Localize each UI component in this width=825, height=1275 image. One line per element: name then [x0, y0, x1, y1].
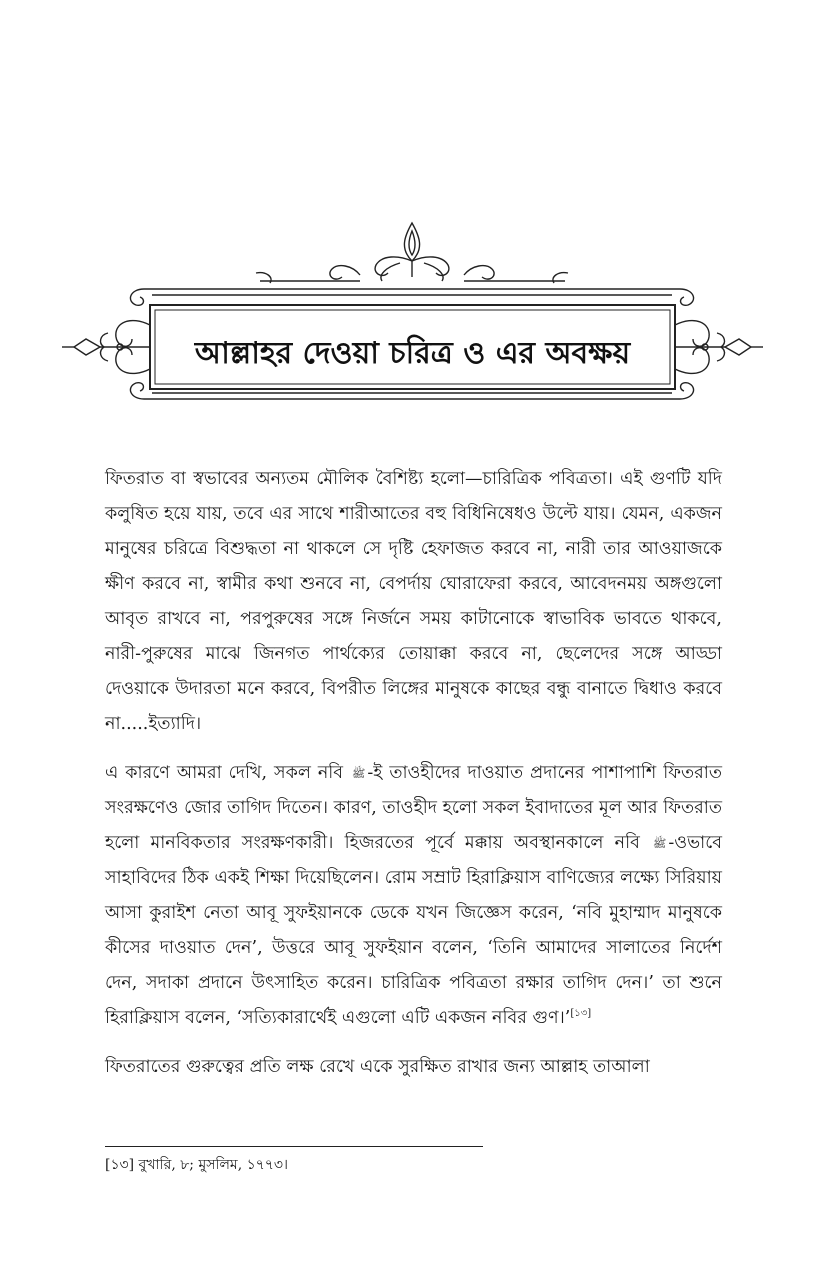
footnote: [১৩] বুখারি, ৮; মুসলিম, ১৭৭৩। — [105, 1157, 288, 1173]
paragraph-1: ফিতরাত বা স্বভাবের অন্যতম মৌলিক বৈশিষ্ট্য হলো—চারিত্রিক পবিত্রতা। এই গুণটি যদি কলুষিত হয়ে যায়, তবে এর সাথে শারীআতের বহু বিধিনিষেধও উল্টে যায়। যেমন, একজন মানুষের চরিত্রে বিশুদ্ধতা না থাকলে সে দৃষ্টি হেফাজত করবে না, নারী তার আওয়াজকে ক্ষীণ করবে না, স্বামীর কথা শুনবে না, বেপর্দায় ঘোরাফেরা করবে, আবেদনময় অঙ্গগুলো আবৃত রাখবে না, পরপুরুষের সঙ্গে নির্জনে সময় কাটানোকে স্বাভাবিক ভাবতে থাকবে, নারী-পুরুষের মাঝে জিনগত পার্থক্যের তোয়াক্কা করবে না, ছেলেদের সঙ্গে আড্ডা দেওয়াকে উদারতা মনে করবে, বিপরীত লিঙ্গের মানুষকে কাছের বন্ধু বানাতে দ্বিধাও করবে না.....ইত্যাদি। — [105, 469, 722, 734]
footnote-divider — [105, 1146, 483, 1147]
paragraph-2-part-b: -ই তাওহীদের দাওয়াত প্রদানের পাশাপাশি ফিতরাত সংরক্ষণেও জোর তাগিদ দিতেন। কারণ, তাওহীদ হলো সকল ইবাদাতের মূল আর ফিতরাত হলো মানবিকতার সংরক্ষণকারী। হিজরতের পূর্বে মক্কায় অবস্থানকালে নবি — [105, 763, 722, 853]
chapter-title: আল্লাহর দেওয়া চরিত্র ও এর অবক্ষয় — [194, 335, 631, 371]
paragraph-3: ফিতরাতের গুরুত্বের প্রতি লক্ষ রেখে একে সুরক্ষিত রাখার জন্য আল্লাহ তাআলা — [105, 1057, 650, 1077]
salutation-icon: ﷺ — [352, 767, 366, 780]
paragraph-2-part-c: -ওভাবে সাহাবিদের ঠিক একই শিক্ষা দিয়েছিলেন। রোম সম্রাট হিরাক্লিয়াস বাণিজ্যের লক্ষ্যে সিরিয়ায় আসা কুরাইশ নেতা আবূ সুফইয়ানকে ডেকে যখন জিজ্ঞেস করেন, ‘নবি মুহাম্মাদ মানুষকে কীসের দাওয়াত দেন’, উত্তরে আবূ সুফইয়ান বলেন, ‘তিনি আমাদের সালাতের নির্দেশ দেন, সদাকা প্রদানে উৎসাহিত করেন। চারিত্রিক পবিত্রতা রক্ষার তাগিদ দেন।’ তা শুনে হিরাক্লিয়াস বলেন, ‘সত্যিকারার্থেই এগুলো এটি একজন নবির গুণ।’ — [105, 833, 722, 1028]
body-text — [105, 462, 722, 1099]
paragraph-2-part-a: এ কারণে আমরা দেখি, সকল নবি — [105, 763, 344, 783]
salutation-icon: ﷺ — [653, 837, 667, 850]
footnote-reference[interactable]: [১৩] — [570, 1008, 592, 1020]
left-flourish — [62, 321, 150, 374]
right-flourish — [675, 321, 763, 374]
crest-ornament — [256, 223, 568, 283]
paragraph-2 — [105, 756, 722, 1036]
